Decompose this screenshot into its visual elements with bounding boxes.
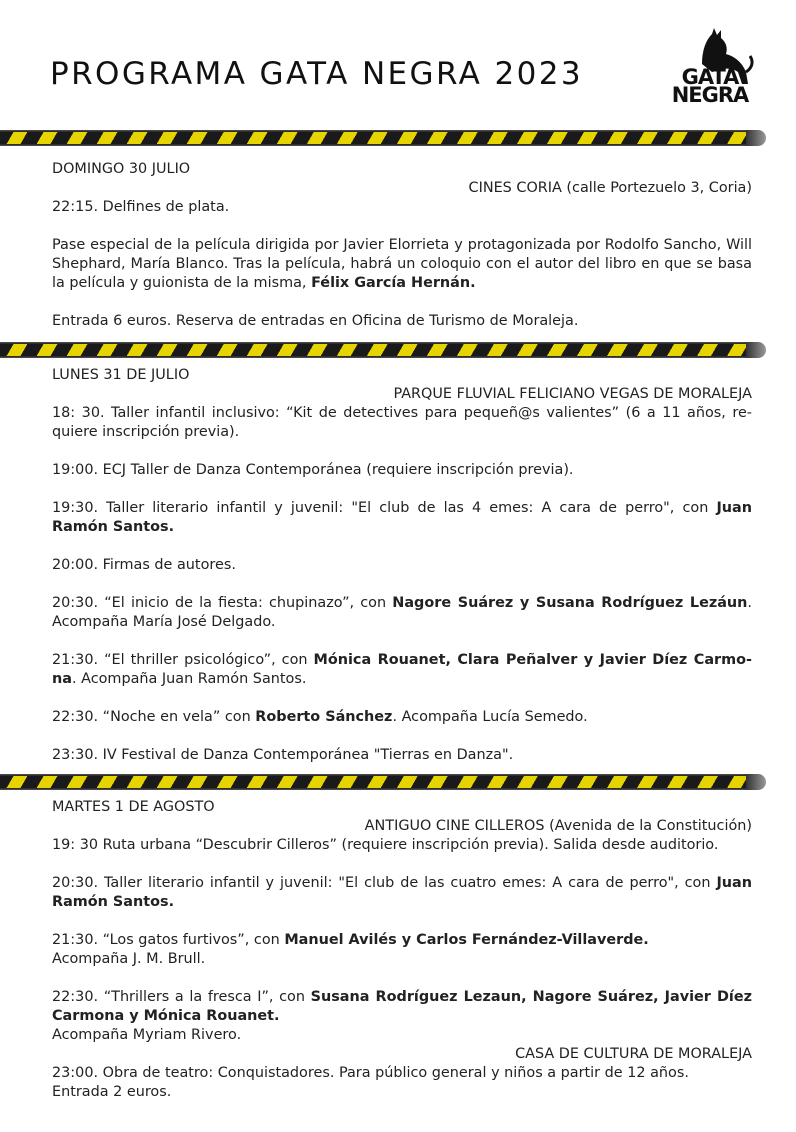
event-text: 22:30. “Thrillers a la fresca I”, con [52,989,311,1005]
hazard-stripe-divider [0,342,756,358]
author-name: Nagore Suárez y Susana Rodríguez Lezáun [392,595,748,611]
event-companion: Acompaña J. M. Brull. [52,951,206,967]
ticket-info: Entrada 6 euros. Reserva de entradas en Oficina de Turismo de Moraleja. [52,313,579,329]
event-text: 20:30. Taller literario infantil y juvenil: "El club de las cuatro emes: A cara de perro", con [52,875,717,891]
event-item [52,499,752,537]
logo-text-negra: NEGRA [671,83,749,107]
event-text: 21:30. “Los gatos furtivos”, con [52,932,285,948]
event-companion: Acompaña Myriam Rivero. [52,1027,242,1043]
hazard-stripe-divider [0,774,756,790]
author-name: Manuel Avilés y Carlos Fernández-Villaverde. [284,932,649,948]
author-name: Susana Rodríguez Lezaun, Nagore Suárez, Javier Díez Carmona y Mónica Rouanet. [52,989,752,1024]
event-item: 23:30. IV Festival de Danza Contemporánea "Tierras en Danza". [52,747,514,763]
event-item [52,931,752,950]
venue-address: (calle Portezuelo 3, Coria) [561,180,752,196]
author-name: Félix García Hernán. [311,275,476,291]
event-item [52,594,752,632]
event-item [52,708,752,727]
event-text: 21:30. “El thriller psicológico”, con [52,652,314,668]
event-item: 19: 30 Ruta urbana “Descubrir Cilleros” (requiere inscripción previa). Salida desde auditorio. [52,837,719,853]
venue-heading: ANTIGUO CINE CILLEROS (Avenida de la Constitución) [364,818,752,834]
event-item: 18: 30. Taller infantil inclusivo: “Kit de detectives para pequeñ@s valientes” (6 a 11 años, re-quiere inscripción previa). [52,405,752,440]
author-name: Roberto Sánchez [255,709,393,725]
page-title: PROGRAMA GATA NEGRA 2023 [50,56,583,92]
event-text: . Acompaña Juan Ramón Santos. [71,671,307,687]
author-name: Juan Ramón Santos. [52,875,752,910]
event-text: . Acompaña María José Delgado. [52,595,752,630]
section-sunday [52,160,752,331]
day-heading: MARTES 1 DE AGOSTO [52,799,215,815]
ticket-info: Entrada 2 euros. [52,1084,172,1100]
logo-text-gata: GATA [681,65,739,89]
event-text: 22:30. “Noche en vela” con [52,709,256,725]
author-name: Juan Ramón Santos. [52,500,752,535]
event-item [52,651,752,689]
hazard-stripe-divider [0,130,756,146]
venue-heading: PARQUE FLUVIAL FELICIANO VEGAS DE MORALEJA [393,386,752,402]
venue-name: CINES CORIA [468,180,562,196]
day-heading: LUNES 31 DE JULIO [52,367,190,383]
event-description [52,236,752,293]
section-tuesday [52,798,752,1102]
venue-heading: CASA DE CULTURA DE MORALEJA [515,1046,752,1062]
event-item: 23:00. Obra de teatro: Conquistadores. Para público general y niños a partir de 12 años. [52,1065,689,1081]
event-item: 20:00. Firmas de autores. [52,557,236,573]
day-heading: DOMINGO 30 JULIO [52,161,191,177]
event-text: 20:30. “El inicio de la fiesta: chupinazo”, con [52,595,393,611]
event-text: . Acompaña Lucía Semedo. [392,709,588,725]
gata-negra-logo [662,28,758,108]
event-item [52,988,752,1026]
venue-heading [52,179,752,198]
event-item: 19:00. ECJ Taller de Danza Contemporánea (requiere inscripción previa). [52,462,574,478]
section-monday [52,366,752,765]
description-text: Pase especial de la película dirigida por Javier Elorrieta y protagonizada por Rodolfo Sancho, Will Shephard, María Blanco. Tras la película, habrá un coloquio con el autor del libro en que se basa la película y guionista de la misma, [52,237,752,291]
event-item: 22:15. Delfines de plata. [52,199,230,215]
event-item [52,874,752,912]
event-text: 19:30. Taller literario infantil y juvenil: "El club de las 4 emes: A cara de perro", con [52,500,717,516]
author-name: Mónica Rouanet, Clara Peñalver y Javier Díez Carmo-na [52,652,752,687]
